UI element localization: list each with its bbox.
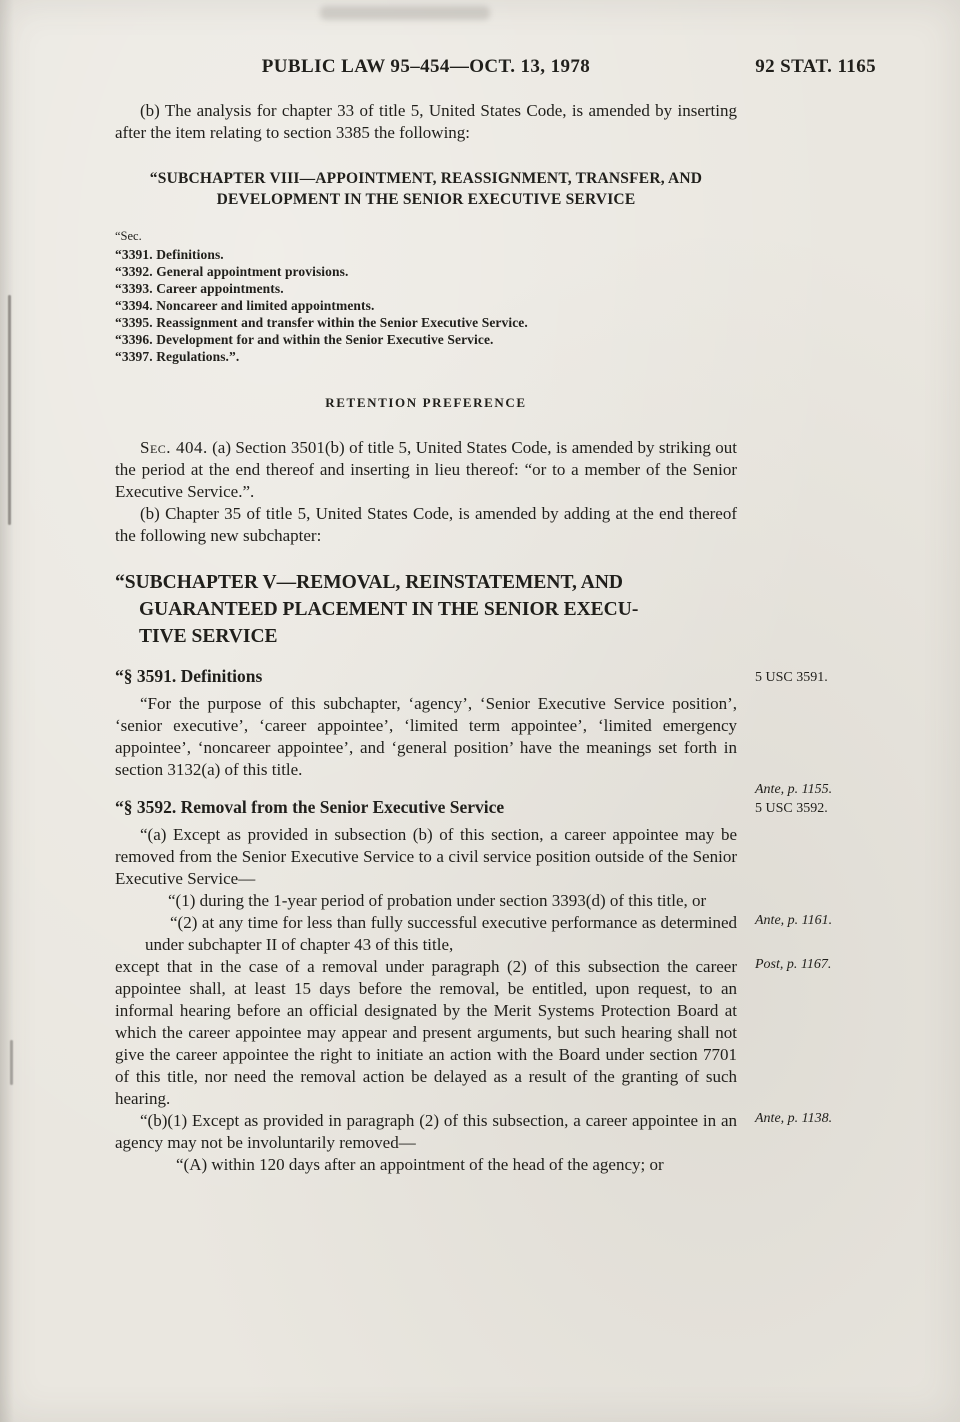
sec-404-lead: Sec. 404.: [140, 438, 208, 457]
section-analysis-label: “Sec.: [115, 229, 142, 243]
section-3592-heading: “§ 3592. Removal from the Senior Executive Service: [115, 797, 505, 817]
analysis-item-3395: “3395. Reassignment and transfer within the Senior Executive Service.: [115, 315, 528, 330]
section-3592-paragraph-a: “(a) Except as provided in subsection (b) of this section, a career appointee may be removed from the Senior Executive Service to a civil service position outside of the Senior Executive Service—: [115, 825, 737, 888]
section-3592-item-1: “(1) during the 1-year period of probation under section 3393(d) of this title, or: [168, 891, 707, 910]
section-3591-body-row: [115, 693, 833, 797]
running-header-law-title: PUBLIC LAW 95–454—OCT. 13, 1978: [261, 56, 591, 77]
section-3592-item-1-row: [168, 890, 833, 928]
section-3592-except-clause: except that in the case of a removal under paragraph (2) of this subsection the career appointee shall, at least 15 days before the removal, be entitled, upon request, to an informal hearing before an official designated by the Merit Systems Protection Board at which the career appointee may appear and present arguments, but such hearing shall not give the career appointee the right to initiate an action with the Board under section 7701 of this title, nor need the removal action be delayed as a result of the granting of such hearing.: [115, 957, 737, 1108]
scan-smudge-artifact: [320, 6, 490, 20]
paragraph-chapter35-amendment: (b) Chapter 35 of title 5, United States Code, is amended by adding at the end thereof the following new subchapter:: [115, 504, 737, 545]
margin-note-ante-1138: Ante, p. 1138.: [755, 1111, 833, 1126]
analysis-item-3396: “3396. Development for and within the Senior Executive Service.: [115, 332, 494, 347]
paragraph-sec-404: [115, 437, 737, 503]
sec-404-text: (a) Section 3501(b) of title 5, United States Code, is amended by striking out the period at the end thereof and inserting in lieu thereof: “or to a member of the Senior Executive Service.”.: [115, 438, 737, 501]
margin-note-ante-1161: Ante, p. 1161.: [755, 913, 833, 928]
margin-note-post-1167: Post, p. 1167.: [755, 957, 832, 972]
subchapter-v-heading: [115, 569, 737, 650]
section-3592-item-2: “(2) at any time for less than fully successful executive performance as determined under subchapter II of chapter 43 of this title,: [145, 913, 737, 954]
page-body: [115, 100, 833, 1176]
section-3592-paragraph-b1: “(b)(1) Except as provided in paragraph (2) of this subsection, a career appointee in an agency may not be involuntarily removed—: [115, 1111, 737, 1152]
margin-note-usc-3591: 5 USC 3591.: [755, 670, 828, 685]
section-3591-heading-row: [115, 666, 828, 687]
section-3592-item-A: “(A) within 120 days after an appointment of the head of the agency; or: [176, 1155, 664, 1174]
section-3591-body: “For the purpose of this subchapter, ‘agency’, ‘Senior Executive Service position’, ‘senior executive’, ‘career appointee’, ‘limited term appointee’, ‘limited emergency appointee’, ‘noncareer appointee’, and ‘general position’ have the meanings set forth in section 3132(a) of this title.: [115, 694, 737, 779]
retention-preference-heading: RETENTION PREFERENCE: [325, 395, 527, 410]
subchapter-viii-heading-line1: “SUBCHAPTER VIII—APPOINTMENT, REASSIGNMENT, TRANSFER, AND: [149, 170, 703, 187]
running-header-stat-page: 92 STAT. 1165: [755, 56, 876, 77]
section-3591-heading: “§ 3591. Definitions: [115, 666, 263, 686]
subchapter-v-heading-line1: “SUBCHAPTER V—REMOVAL, REINSTATEMENT, AND: [115, 572, 623, 593]
analysis-item-3394: “3394. Noncareer and limited appointments.: [115, 298, 375, 313]
subchapter-viii-heading-line2: DEVELOPMENT IN THE SENIOR EXECUTIVE SERVICE: [216, 191, 636, 208]
analysis-item-3397: “3397. Regulations.”.: [115, 349, 240, 364]
section-analysis-list: [115, 228, 737, 365]
margin-note-ante-1155: Ante, p. 1155.: [755, 782, 833, 797]
scan-edge-artifact: [10, 1040, 13, 1085]
scan-edge-artifact: [8, 295, 11, 525]
subchapter-v-heading-line2: GUARANTEED PLACEMENT IN THE SENIOR EXECU-: [139, 599, 639, 620]
analysis-item-3393: “3393. Career appointments.: [115, 281, 284, 296]
subchapter-v-heading-line3: TIVE SERVICE: [139, 626, 278, 647]
paragraph-chapter33-analysis-amendment: (b) The analysis for chapter 33 of title 5, United States Code, is amended by inserting after the item relating to section 3385 the following:: [115, 101, 737, 142]
section-3592-heading-row: [115, 797, 828, 818]
margin-note-usc-3592: 5 USC 3592.: [755, 801, 828, 816]
analysis-item-3391: “3391. Definitions.: [115, 247, 224, 262]
analysis-item-3392: “3392. General appointment provisions.: [115, 264, 349, 279]
subchapter-viii-heading: [119, 168, 733, 210]
